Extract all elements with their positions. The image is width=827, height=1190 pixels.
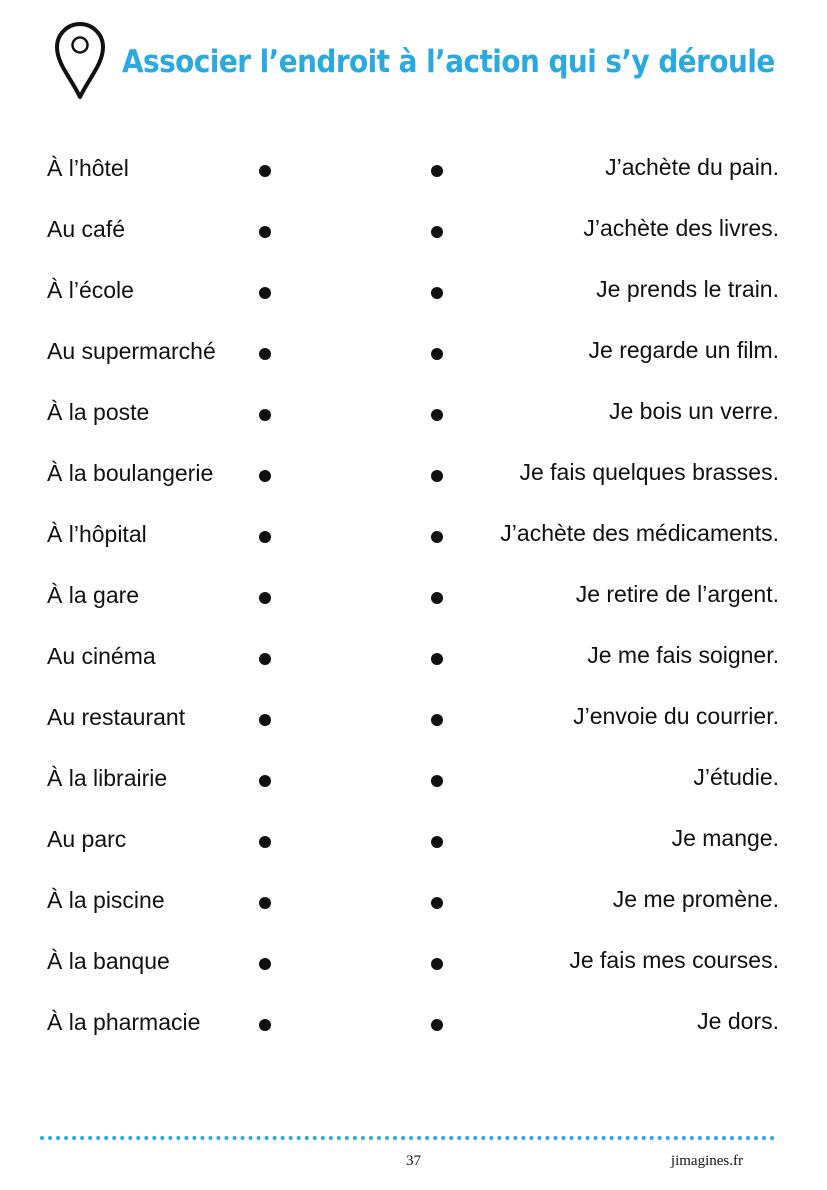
matching-row	[0, 689, 827, 750]
matching-row	[0, 140, 827, 201]
place-bullet[interactable]	[259, 226, 271, 238]
place-bullet[interactable]	[259, 287, 271, 299]
matching-row	[0, 628, 827, 689]
action-bullet[interactable]	[431, 165, 443, 177]
action-bullet[interactable]	[431, 958, 443, 970]
action-label: J’envoie du courrier.	[573, 703, 779, 729]
page-title: Associer l’endroit à l’action qui s’y déroule	[122, 44, 775, 80]
place-bullet[interactable]	[259, 1019, 271, 1031]
action-label: J’achète du pain.	[605, 154, 779, 180]
matching-row	[0, 811, 827, 872]
action-bullet[interactable]	[431, 287, 443, 299]
matching-row	[0, 933, 827, 994]
action-label: Je prends le train.	[596, 276, 779, 302]
place-bullet[interactable]	[259, 958, 271, 970]
matching-exercise	[0, 140, 827, 1055]
place-label: À la librairie	[47, 765, 168, 791]
action-label: Je mange.	[671, 825, 779, 851]
action-bullet[interactable]	[431, 714, 443, 726]
action-label: Je regarde un film.	[588, 337, 779, 363]
action-bullet[interactable]	[431, 836, 443, 848]
place-label: À l’école	[47, 277, 134, 303]
place-bullet[interactable]	[259, 836, 271, 848]
place-label: À la boulangerie	[47, 460, 214, 486]
action-bullet[interactable]	[431, 653, 443, 665]
matching-row	[0, 201, 827, 262]
action-bullet[interactable]	[431, 897, 443, 909]
place-bullet[interactable]	[259, 348, 271, 360]
action-label: Je fais mes courses.	[569, 947, 779, 973]
matching-row	[0, 323, 827, 384]
place-bullet[interactable]	[259, 531, 271, 543]
site-name: jimagines.fr	[670, 1153, 743, 1169]
action-bullet[interactable]	[431, 1019, 443, 1031]
matching-row	[0, 506, 827, 567]
place-bullet[interactable]	[259, 409, 271, 421]
action-label: Je dors.	[697, 1008, 779, 1034]
place-bullet[interactable]	[259, 714, 271, 726]
action-label: J’étudie.	[693, 764, 779, 790]
matching-row	[0, 750, 827, 811]
matching-row	[0, 567, 827, 628]
matching-row	[0, 994, 827, 1055]
action-bullet[interactable]	[431, 348, 443, 360]
action-label: J’achète des médicaments.	[500, 520, 779, 546]
matching-row	[0, 445, 827, 506]
map-pin-icon	[52, 20, 108, 100]
place-label: À la banque	[47, 948, 170, 974]
action-label: Je me fais soigner.	[587, 642, 779, 668]
action-label: Je fais quelques brasses.	[519, 459, 779, 485]
place-label: À l’hôpital	[47, 521, 147, 547]
place-label: Au café	[47, 216, 125, 242]
matching-row	[0, 872, 827, 933]
place-label: Au restaurant	[47, 704, 186, 730]
place-label: À la piscine	[47, 887, 165, 913]
action-bullet[interactable]	[431, 409, 443, 421]
place-label: Au supermarché	[47, 338, 216, 364]
action-bullet[interactable]	[431, 775, 443, 787]
place-label: À l’hôtel	[47, 155, 129, 181]
place-bullet[interactable]	[259, 470, 271, 482]
action-bullet[interactable]	[431, 470, 443, 482]
place-label: À la pharmacie	[47, 1009, 201, 1035]
place-bullet[interactable]	[259, 897, 271, 909]
place-bullet[interactable]	[259, 592, 271, 604]
action-label: Je retire de l’argent.	[575, 581, 779, 607]
place-label: À la poste	[47, 399, 150, 425]
place-label: Au parc	[47, 826, 127, 852]
footer-divider	[40, 1136, 775, 1140]
matching-row	[0, 262, 827, 323]
action-bullet[interactable]	[431, 592, 443, 604]
action-label: J’achète des livres.	[583, 215, 779, 241]
place-bullet[interactable]	[259, 653, 271, 665]
matching-row	[0, 384, 827, 445]
place-label: À la gare	[47, 582, 140, 608]
action-bullet[interactable]	[431, 226, 443, 238]
place-label: Au cinéma	[47, 643, 156, 669]
action-label: Je me promène.	[612, 886, 779, 912]
page-number: 37	[406, 1153, 421, 1169]
action-label: Je bois un verre.	[608, 398, 779, 424]
place-bullet[interactable]	[259, 775, 271, 787]
place-bullet[interactable]	[259, 165, 271, 177]
action-bullet[interactable]	[431, 531, 443, 543]
